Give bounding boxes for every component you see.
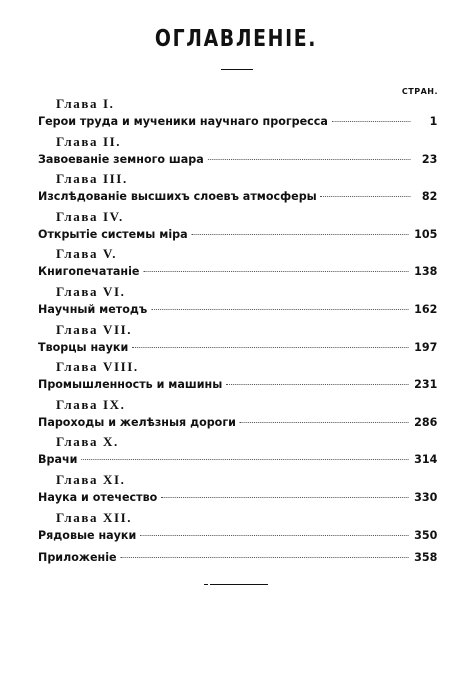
dot-leader [151,309,408,310]
chapter-line [38,452,437,466]
chapter-page-number: 330 [414,489,438,504]
chapter-title: Завоеванiе земного шара [38,151,204,166]
end-rule [210,584,268,585]
toc-entry-2 [38,132,438,170]
chapter-page-number: 82 [421,189,438,204]
chapter-heading: Глава VI. [56,283,126,299]
toc-entry-8 [38,357,438,395]
chapter-heading: Глава XI. [56,471,126,487]
toc-entry-9 [38,395,438,433]
chapter-heading: Глава II. [56,133,122,149]
dot-leader [143,271,408,272]
chapter-heading: Глава IX. [56,396,126,412]
toc-entry-6 [38,282,438,320]
dot-leader [120,557,408,558]
chapter-line [38,264,437,278]
chapter-line [38,189,437,203]
chapter-title: Наука и отечество [38,489,158,504]
dot-leader [321,196,411,197]
dot-leader [208,159,411,160]
chapter-title: Открытiе системы мiра [38,226,188,241]
dot-leader [161,497,408,498]
chapter-line [38,377,437,391]
toc-entry-3 [38,169,438,207]
chapter-page-number: 138 [414,264,438,279]
chapter-page-number: 350 [414,527,438,542]
chapter-title: Пароходы и желѣзныя дороги [38,414,236,429]
chapter-page-number: 105 [414,226,438,241]
chapter-page-number: 162 [414,301,438,316]
chapter-line [38,302,437,316]
dot-leader [240,422,409,423]
title-divider [221,69,253,70]
chapter-heading: Глава V. [56,246,118,262]
chapter-title: Изслѣдованiе высшихъ слоевъ атмосферы [38,189,317,204]
chapter-line [38,227,437,241]
dot-leader [140,535,408,536]
chapter-title: Врачи [38,452,78,467]
chapter-title: Промышленность и машины [38,377,223,392]
end-ornament-dash [204,584,208,585]
toc-appendix-entry [38,550,437,564]
page-title: ОГЛАВЛЕНIЕ. [154,26,318,52]
chapter-heading: Глава VII. [56,321,133,337]
chapter-heading: Глава III. [56,171,128,187]
dot-leader [191,234,408,235]
table-of-contents [38,94,438,545]
chapter-page-number: 1 [429,114,438,128]
dot-leader [332,121,411,122]
page-column-label: СТРАН. [401,87,438,96]
toc-entry-5 [38,244,438,282]
chapter-title: Герои труда и мученики научнаго прогресса [38,114,328,128]
toc-entry-12 [38,508,438,546]
dot-leader [81,459,408,460]
chapter-line [38,340,437,354]
chapter-heading: Глава I. [56,96,115,111]
chapter-page-number: 197 [414,339,438,354]
chapter-page-number: 286 [414,414,438,429]
toc-entry-1 [38,94,438,132]
chapter-page-number: 23 [421,151,438,166]
toc-entry-10 [38,432,438,470]
dot-leader [226,384,408,385]
chapter-line [38,152,437,166]
toc-entry-7 [38,320,438,358]
toc-entry-11 [38,470,438,508]
chapter-heading: Глава VIII. [56,359,139,375]
chapter-title: Книгопечатанiе [38,264,140,279]
chapter-title: Рядовые науки [38,527,137,542]
chapter-line [38,415,437,429]
toc-entry-4 [38,207,438,245]
chapter-page-number: 231 [414,377,438,392]
chapter-line [38,114,437,128]
chapter-line [38,490,437,504]
chapter-title: Творцы науки [38,339,129,354]
chapter-heading: Глава IV. [56,208,124,224]
dot-leader [132,347,408,348]
chapter-heading: Глава XII. [56,509,133,525]
chapter-heading: Глава X. [56,434,119,450]
appendix-page-number: 358 [414,550,438,564]
appendix-title: Приложенiе [38,550,117,564]
chapter-page-number: 314 [414,452,438,467]
chapter-line [38,528,437,542]
chapter-title: Научный методъ [38,301,148,316]
